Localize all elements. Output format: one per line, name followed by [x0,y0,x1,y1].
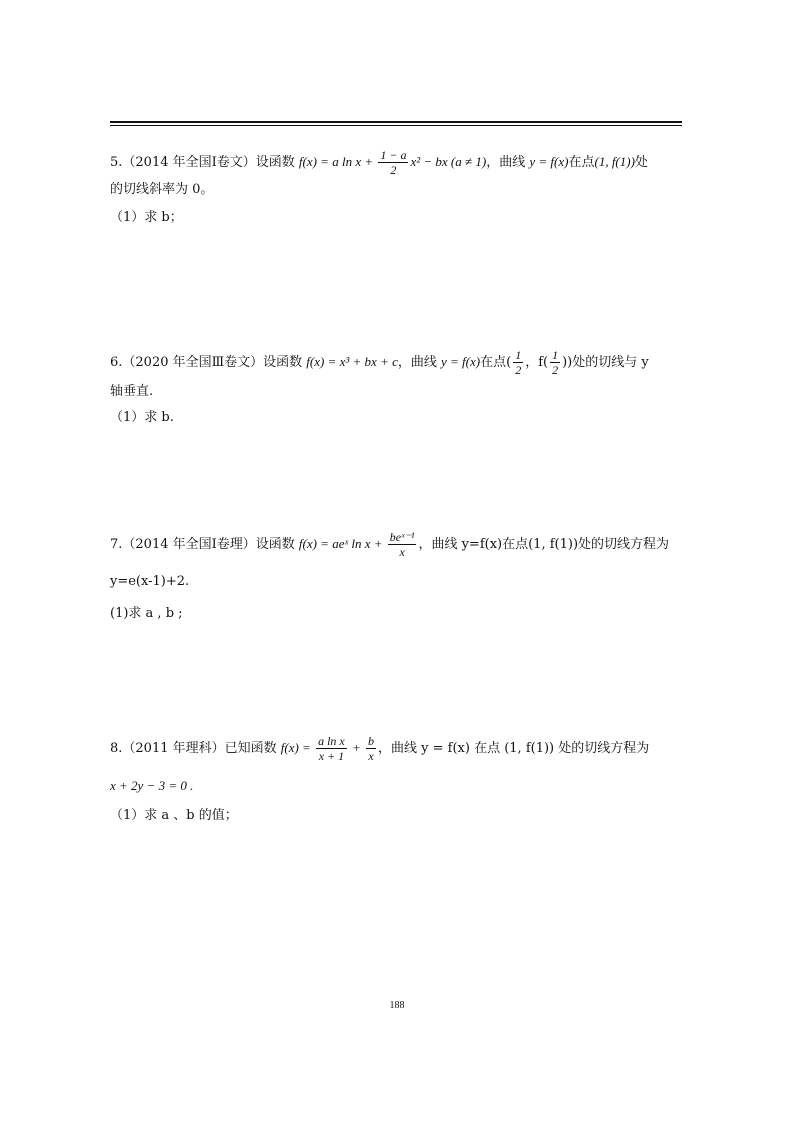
header-rule-thick [110,121,682,123]
fraction: $\frac{1}{2}$ [515,348,522,377]
fraction: $\frac{1 - a}{2}$ [380,148,407,177]
fraction: $\frac{\text{a ln x}}{x + 1}$ [318,734,345,763]
problem-5-question1: （1）求 b； [110,210,183,225]
problem-8-line2: x + 2y − 3 = 0 . [110,778,194,793]
problem-7-line1: 7.（2014 年全国Ⅰ卷理）设函数 f(x) = aeˣ ln x + $\frac{\text{beˣ⁻¹}}{x}$ ，曲线 y=f(x)在点(1, f(1))处的切线方程为 [110,530,670,559]
fraction: $\frac{b}{x}$ [368,734,375,763]
problem-5-line2: 的切线斜率为 0。 [110,182,214,197]
problem-6-line1: 6.（2020 年全国Ⅲ卷文）设函数 f(x) = x³ + bx + c，曲线 y = f(x)在点( $\frac{1}{2}$ ，f( $\frac{1}{2}$ ))处的切线与 y [110,348,649,377]
problem-7-line2: y=e(x-1)+2. [110,574,190,589]
header-rule-thin [110,125,682,126]
page-number: 188 [389,1000,405,1011]
fraction: $\frac{\text{beˣ⁻¹}}{x}$ [389,530,415,559]
fraction: $\frac{1}{2}$ [552,348,559,377]
problem-8-question1: （1）求 a 、b 的值； [110,808,238,823]
problem-7-question1: (1)求 a , b ; [110,606,183,621]
problem-6-line2: 轴垂直. [110,384,154,399]
problem-6-question1: （1）求 b. [110,410,174,425]
problem-8-line1: 8.（2011 年理科）已知函数 f(x) = $\frac{\text{a ln x}}{x + 1}$ + $\frac{b}{x}$ ，曲线 y = f(x) 在点 (1, f(1)) 处的切线方程为 [110,734,650,763]
problem-5-line1: 5.（2014 年全国Ⅰ卷文）设函数 f(x) = a ln x + $\frac{1 - a}{2}$ x² − bx (a ≠ 1)，曲线 y = f(x)在点(1, f(1))处 [110,148,648,177]
